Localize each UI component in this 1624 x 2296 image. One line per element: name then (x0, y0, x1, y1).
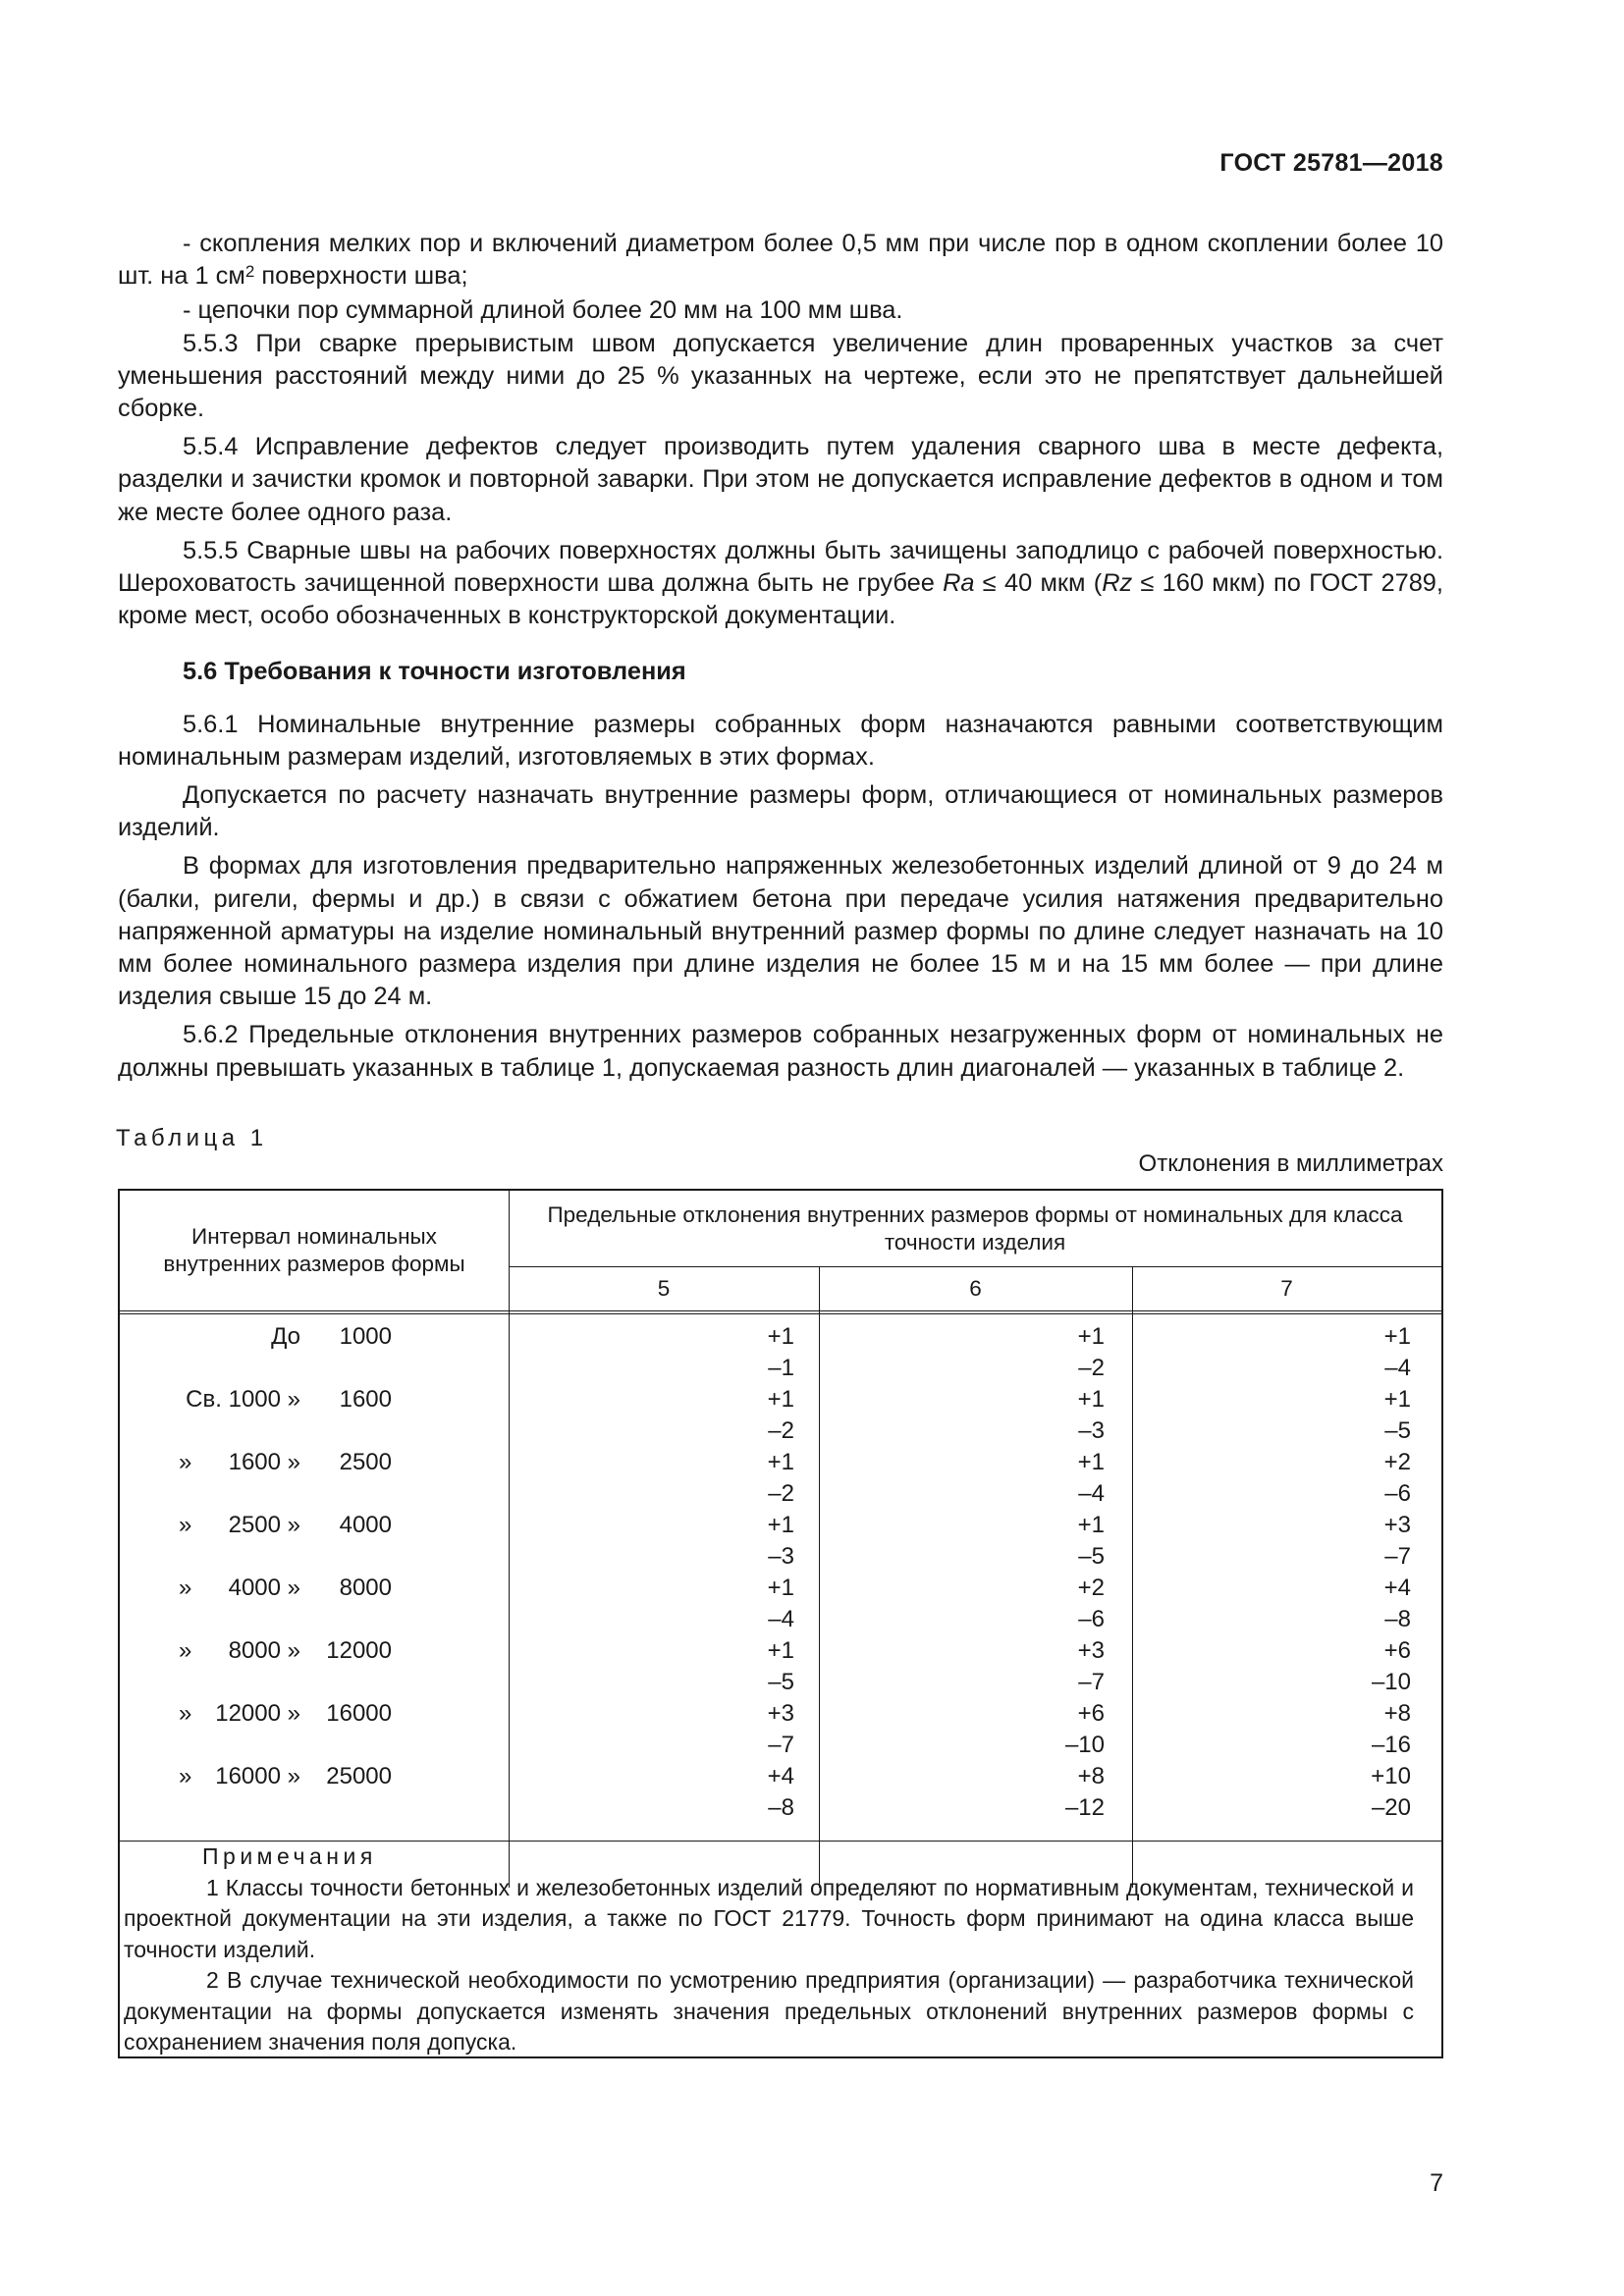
cell-value: +1 (1077, 1323, 1105, 1350)
row-interval: » 8000 » 12000 (179, 1637, 392, 1664)
paragraph-5-6-1: 5.6.1 Номинальные внутренние размеры собранных форм назначаются равными соответствующим номинальным размерам изделий, изготовляемых в этих формах. (118, 710, 1443, 771)
cell-value: –4 (1078, 1480, 1105, 1507)
table-hline (120, 1313, 1441, 1314)
cell-value: +8 (1383, 1700, 1411, 1727)
cell-value: +6 (1077, 1700, 1105, 1727)
paragraph-5-6-2: 5.6.2 Предельные отклонения внутренних размеров собранных незагруженных форм от номинальных не должны превышать указанных в таблице 1, допускаемая разность длин диагоналей — указанных в таблице 2. (118, 1021, 1443, 1082)
cell-value: –2 (768, 1417, 794, 1444)
paragraph-5-5-3: 5.5.3 При сварке прерывистым швом допускается увеличение длин проваренных участков за счет уменьшения расстояний между ними до 25 % указанных на чертеже, если это не препятствует дальнейшей сборке. (118, 329, 1443, 423)
cell-value: +1 (1383, 1386, 1411, 1413)
cell-value: –8 (768, 1794, 794, 1821)
cell-value: +1 (1077, 1512, 1105, 1538)
cell-value: +1 (767, 1637, 794, 1664)
cell-value: –12 (1064, 1794, 1105, 1821)
row-interval: » 4000 » 8000 (179, 1575, 392, 1601)
paragraph-prestressed: В формах для изготовления предварительно напряженных железобетонных изделий длиной от 9 до 24 м (балки, ригели, фермы и др.) в связи с обжатием бетона при передаче усилия натяжения предварительно напряженной арматуры на изделие номинальный внутренний размер формы по длине следует назначать на 10 мм более номинального размера изделия при длине изделия не более 15 м и на 15 мм более — при длине изделия свыше 15 до 24 м. (118, 852, 1443, 1011)
cell-value: +1 (767, 1449, 794, 1475)
row-interval: » 2500 » 4000 (179, 1512, 392, 1538)
cell-value: –7 (1384, 1543, 1411, 1570)
cell-value: –8 (1384, 1606, 1411, 1632)
cell-value: +1 (767, 1512, 794, 1538)
row-interval: До 1000 (271, 1323, 392, 1350)
cell-value: –20 (1371, 1794, 1411, 1821)
cell-value: +1 (1077, 1449, 1105, 1475)
cell-value: –7 (1078, 1669, 1105, 1695)
row-interval: » 1600 » 2500 (179, 1449, 392, 1475)
cell-value: –6 (1078, 1606, 1105, 1632)
cell-value: +10 (1371, 1763, 1411, 1789)
cell-value: +3 (1077, 1637, 1105, 1664)
document-id: ГОСТ 25781—2018 (1219, 149, 1443, 177)
header-class-5: 5 (657, 1275, 671, 1301)
cell-value: –16 (1371, 1732, 1411, 1758)
cell-value: –2 (768, 1480, 794, 1507)
note-1: 1 Классы точности бетонных и железобетонных изделий определяют по нормативным документам, технической и проектной документации на эти изделия, а также по ГОСТ 21779. Точность форм принимают на одина класса выше точности изделий. (124, 1874, 1414, 1962)
cell-value: –3 (1078, 1417, 1105, 1444)
cell-value: –1 (768, 1355, 794, 1381)
cell-value: +4 (1383, 1575, 1411, 1601)
header-class-7: 7 (1280, 1275, 1293, 1301)
paragraph-5-5-5: 5.5.5 Сварные швы на рабочих поверхностях должны быть зачищены заподлицо с рабочей поверхностью. Шероховатость зачищенной поверхности шва должна быть не грубее Ra ≤ 40 мкм (Rz ≤ 160 мкм) по ГОСТ 2789, кроме мест, особо обозначенных в конструкторской документации. (118, 536, 1443, 630)
cell-value: –2 (1078, 1355, 1105, 1381)
cell-value: –5 (1078, 1543, 1105, 1570)
cell-value: +3 (1383, 1512, 1411, 1538)
cell-value: +1 (1383, 1323, 1411, 1350)
row-interval: » 12000 » 16000 (179, 1700, 392, 1727)
cell-value: –5 (768, 1669, 794, 1695)
cell-value: +1 (767, 1323, 794, 1350)
header-interval: Интервал номинальных внутренних размеров формы (163, 1224, 465, 1276)
cell-value: +2 (1077, 1575, 1105, 1601)
section-title-5-6: 5.6 Требования к точности изготовления (183, 658, 686, 686)
cell-value: –3 (768, 1543, 794, 1570)
cell-value: +1 (767, 1575, 794, 1601)
cell-value: –10 (1371, 1669, 1411, 1695)
table-1 (118, 1189, 1443, 2058)
paragraph-internal-sizes: Допускается по расчету назначать внутренние размеры форм, отличающиеся от номинальных размеров изделий. (118, 781, 1443, 842)
cell-value: +3 (767, 1700, 794, 1727)
table-unit: Отклонения в миллиметрах (1138, 1150, 1443, 1177)
cell-value: +1 (1077, 1386, 1105, 1413)
note-2: 2 В случае технической необходимости по усмотрению предприятия (организации) — разработчика технической документации на формы допускается изменять значения предельных отклонений внутренних размеров формы с сохранением значения поля допуска. (124, 1967, 1414, 2055)
paragraph-pore-clusters: - скопления мелких пор и включений диаметром более 0,5 мм при числе пор в одном скоплении более 10 шт. на 1 $см^2$ поверхности шва; (118, 230, 1443, 291)
notes-title: Примечания (202, 1843, 377, 1869)
header-class-6: 6 (969, 1275, 982, 1301)
row-interval: Св. 1000 » 1600 (186, 1386, 392, 1413)
cell-value: –6 (1384, 1480, 1411, 1507)
header-deviations: Предельные отклонения внутренних размеров формы от номинальных для класса точности изделия (547, 1201, 1403, 1255)
cell-value: –10 (1064, 1732, 1105, 1758)
cell-value: +4 (767, 1763, 794, 1789)
row-interval: » 16000 » 25000 (179, 1763, 392, 1789)
cell-value: –5 (1384, 1417, 1411, 1444)
paragraph-pore-chains: - цепочки пор суммарной длиной более 20 мм на 100 мм шва. (183, 296, 903, 325)
cell-value: –7 (768, 1732, 794, 1758)
page-number: 7 (1430, 2169, 1443, 2197)
paragraph-5-5-4: 5.5.4 Исправление дефектов следует производить путем удаления сварного шва в месте дефекта, разделки и зачистки кромок и повторной заварки. При этом не допускается исправление дефектов в одном и том же месте более одного раза. (118, 433, 1443, 526)
table-hline (120, 1310, 1441, 1311)
cell-value: +2 (1383, 1449, 1411, 1475)
cell-value: –4 (768, 1606, 794, 1632)
cell-value: –4 (1384, 1355, 1411, 1381)
table-caption: Таблица 1 (116, 1125, 268, 1151)
body-text (118, 228, 1443, 1085)
cell-value: +1 (767, 1386, 794, 1413)
cell-value: +6 (1383, 1637, 1411, 1664)
table-notes (120, 1842, 1441, 2058)
cell-value: +8 (1077, 1763, 1105, 1789)
